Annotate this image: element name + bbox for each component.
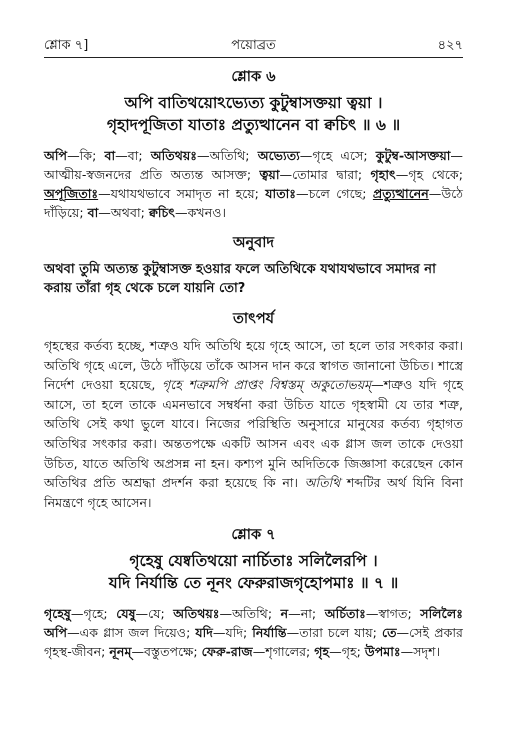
word-meaning: বস্তুতপক্ষে; [144, 644, 198, 660]
word-term: গৃহাৎ [370, 167, 396, 182]
running-header [44, 36, 463, 56]
word-term: গৃহ [314, 644, 330, 660]
word-term: সলিলৈঃ অপি [44, 606, 463, 641]
word-term: যাতাঃ [265, 186, 297, 201]
word-meaning: অতিথি; [209, 148, 250, 163]
word-meaning: এক গ্লাস জল দিয়েও; [79, 625, 191, 641]
word-meaning: অতিথি; [232, 606, 273, 622]
word-meaning: যথাযথভাবে সমাদৃত না হয়ে; [110, 186, 259, 201]
word-term: অপূজিতাঃ [44, 186, 99, 201]
word-meaning: অথবা; [110, 205, 145, 220]
word-meaning: গৃহ থেকে; [408, 167, 463, 182]
word-term: ফেরু-রাজ [201, 644, 253, 660]
purport-part3: শব্দটির অর্থ যিনি বিনা নিমন্ত্রণে গৃহে আসেন। [44, 475, 463, 510]
word-meaning: তারা চলে যায়; [299, 625, 377, 641]
atithi-term: অতিথি [304, 475, 341, 491]
word-meaning: তোমার দ্বারা; [292, 167, 363, 182]
word-term: প্রত্যুত্থানেন [372, 186, 429, 201]
verse6-line1: অপি বাতিথয়োঽভ্যেত্য কুটুম্বাসক্তয়া ত্বয়া । [124, 94, 383, 112]
translation-text: অথবা তুমি অত্যন্ত কুটুম্বাসক্ত হওয়ার ফলে অতিথিকে যথাযথভাবে সমাদর না করায় তাঁরা গৃহ থেকে চলে যায়নি তো? [44, 262, 436, 296]
word-term: যেষু [116, 606, 136, 622]
header-verse-ref: শ্লোক ৭] [44, 38, 89, 53]
word-term: উপমাঃ [364, 644, 401, 660]
word-term: নূনম্ [109, 644, 132, 660]
word-term: অপি [44, 148, 68, 163]
word-meaning: গৃহে এসে; [312, 148, 368, 163]
word-meaning: শৃগালের; [265, 644, 311, 660]
word-term: অভ্যেত্য [257, 148, 300, 163]
verse6-line2: গৃহাদপূজিতা যাতাঃ প্রত্যুত্থানেন বা ক্বচিৎ ॥ ৬ ॥ [106, 116, 401, 134]
purport-part2: —শত্রুও যদি গৃহে আসে, তা হলে তাকে এমনভাবে সম্বর্ধনা করা উচিত যাতে গৃহস্বামী যে তার শত্রু, অতিথি সেই কথা ভুলে যাবে। নিজের পরিস্থিতি অনুসারে মানুষের কর্তব্য গৃহাগত অতিথির সৎকার করা। অন্ততপক্ষে একটি আসন এবং এক গ্লাস জল তাকে দেওয়া উচিত, যাতে অতিথি অপ্রসন্ন না হন। কশ্যপ মুনি অদিতিকে জিজ্ঞাসা করেছেন কোন অতিথির প্রতি অশ্রদ্ধা প্রদর্শন করা হয়েছে কি না। [44, 377, 463, 491]
verse7-line2: যদি নির্যান্তি তে নূনং ফেরুরাজগৃহোপমাঃ ॥ ৭ ॥ [108, 574, 399, 593]
header-title: পয়োব্রত [231, 38, 276, 53]
word-meaning: গৃহ; [341, 644, 361, 660]
verse7-heading: শ্লোক ৭ [231, 527, 276, 544]
word-term: অতিথয়ঃ [150, 148, 197, 163]
header-rule [44, 57, 463, 58]
purport-heading: তাৎপর্য [232, 311, 275, 327]
word-meaning: সদৃশ। [413, 644, 441, 660]
word-meaning: না; [300, 606, 317, 622]
translation-heading: অনুবাদ [232, 235, 275, 251]
word-term: তে [381, 625, 397, 641]
purport-part1: গৃহস্থের কর্তব্য হচ্ছে, শত্রুও যদি অতিথি হয়ে গৃহে আসে, তা হলে তার সৎকার করা। অতিথি গৃহে এলে, উঠে দাঁড়িয়ে তাঁকে আসন দান করে স্বাগত জানানো উচিত। শাস্ত্রে নির্দেশ দেওয়া হয়েছে, [44, 338, 463, 393]
word-term: যদি [195, 625, 213, 641]
word-meaning: স্বাগত; [378, 606, 412, 622]
word-meaning: আত্মীয়-স্বজনদের প্রতি অত্যন্ত আসক্ত; [44, 167, 252, 182]
purport-text [44, 336, 463, 512]
verse6-heading: শ্লোক ৬ [231, 69, 276, 85]
word-term: ন [280, 606, 289, 622]
word-term: অতিথয়ঃ [173, 606, 220, 622]
word-meaning: চলে গেছে; [308, 186, 367, 201]
word-meanings-6: অপি—কি; বা—বা; অতিথয়ঃ—অতিথি; অভ্যেত্য—গৃহে এসে; কুটুম্ব-আসক্তয়া—আত্মীয়-স্বজনদের প্রতি অত্যন্ত আসক্ত; ত্বয়া—তোমার দ্বারা; গৃহাৎ—গৃহ থেকে; অপূজিতাঃ—যথাযথভাবে সমাদৃত না হয়ে; যাতাঃ—চলে গেছে; প্রত্যুত্থানেন—উঠে দাঁড়িয়ে; বা—অথবা; ক্বচিৎ—কখনও। [44, 148, 463, 220]
page-content [44, 60, 463, 661]
word-term: অর্চিতাঃ [324, 606, 366, 622]
word-term: ক্বচিৎ [148, 205, 176, 220]
word-meaning: বা; [127, 148, 143, 163]
word-meaning: কি; [79, 148, 97, 163]
word-term: বা [104, 148, 116, 163]
word-term: নির্যান্তি [252, 625, 287, 641]
word-term: গৃহেষু [44, 606, 71, 622]
scripture-quote: গৃহে শত্রুমপি প্রাপ্তং বিশ্বস্তম্ অকুতোভয়ম্ [161, 377, 372, 393]
word-meaning: সেই প্রকার গৃহস্থ-জীবন; [44, 625, 463, 660]
page-number: ৪২৭ [437, 38, 463, 53]
word-term: বা [87, 205, 99, 220]
word-meaning: গৃহে; [83, 606, 108, 622]
word-meaning: যে; [148, 606, 165, 622]
word-meanings-7: গৃহেষু—গৃহে; যেষু—যে; অতিথয়ঃ—অতিথি; ন—না; অর্চিতাঃ—স্বাগত; সলিলৈঃ অপি—এক গ্লাস জল দিয়েও; যদি—যদি; নির্যান্তি—তারা চলে যায়; তে—সেই প্রকার গৃহস্থ-জীবন; নূনম্—বস্তুতপক্ষে; ফেরু-রাজ—শৃগালের; গৃহ—গৃহ; উপমাঃ—সদৃশ। [44, 606, 463, 660]
word-meaning: কখনও। [187, 205, 226, 220]
word-meaning: যদি; [225, 625, 248, 641]
word-meaning: উঠে দাঁড়িয়ে; [44, 186, 463, 220]
verse7-line1: গৃহেষু যেষ্বতিথয়ো নার্চিতাঃ সলিলৈরপি । [129, 552, 378, 571]
word-term: ত্বয়া [259, 167, 280, 182]
word-term: কুটুম্ব-আসক্তয়া [375, 148, 451, 163]
